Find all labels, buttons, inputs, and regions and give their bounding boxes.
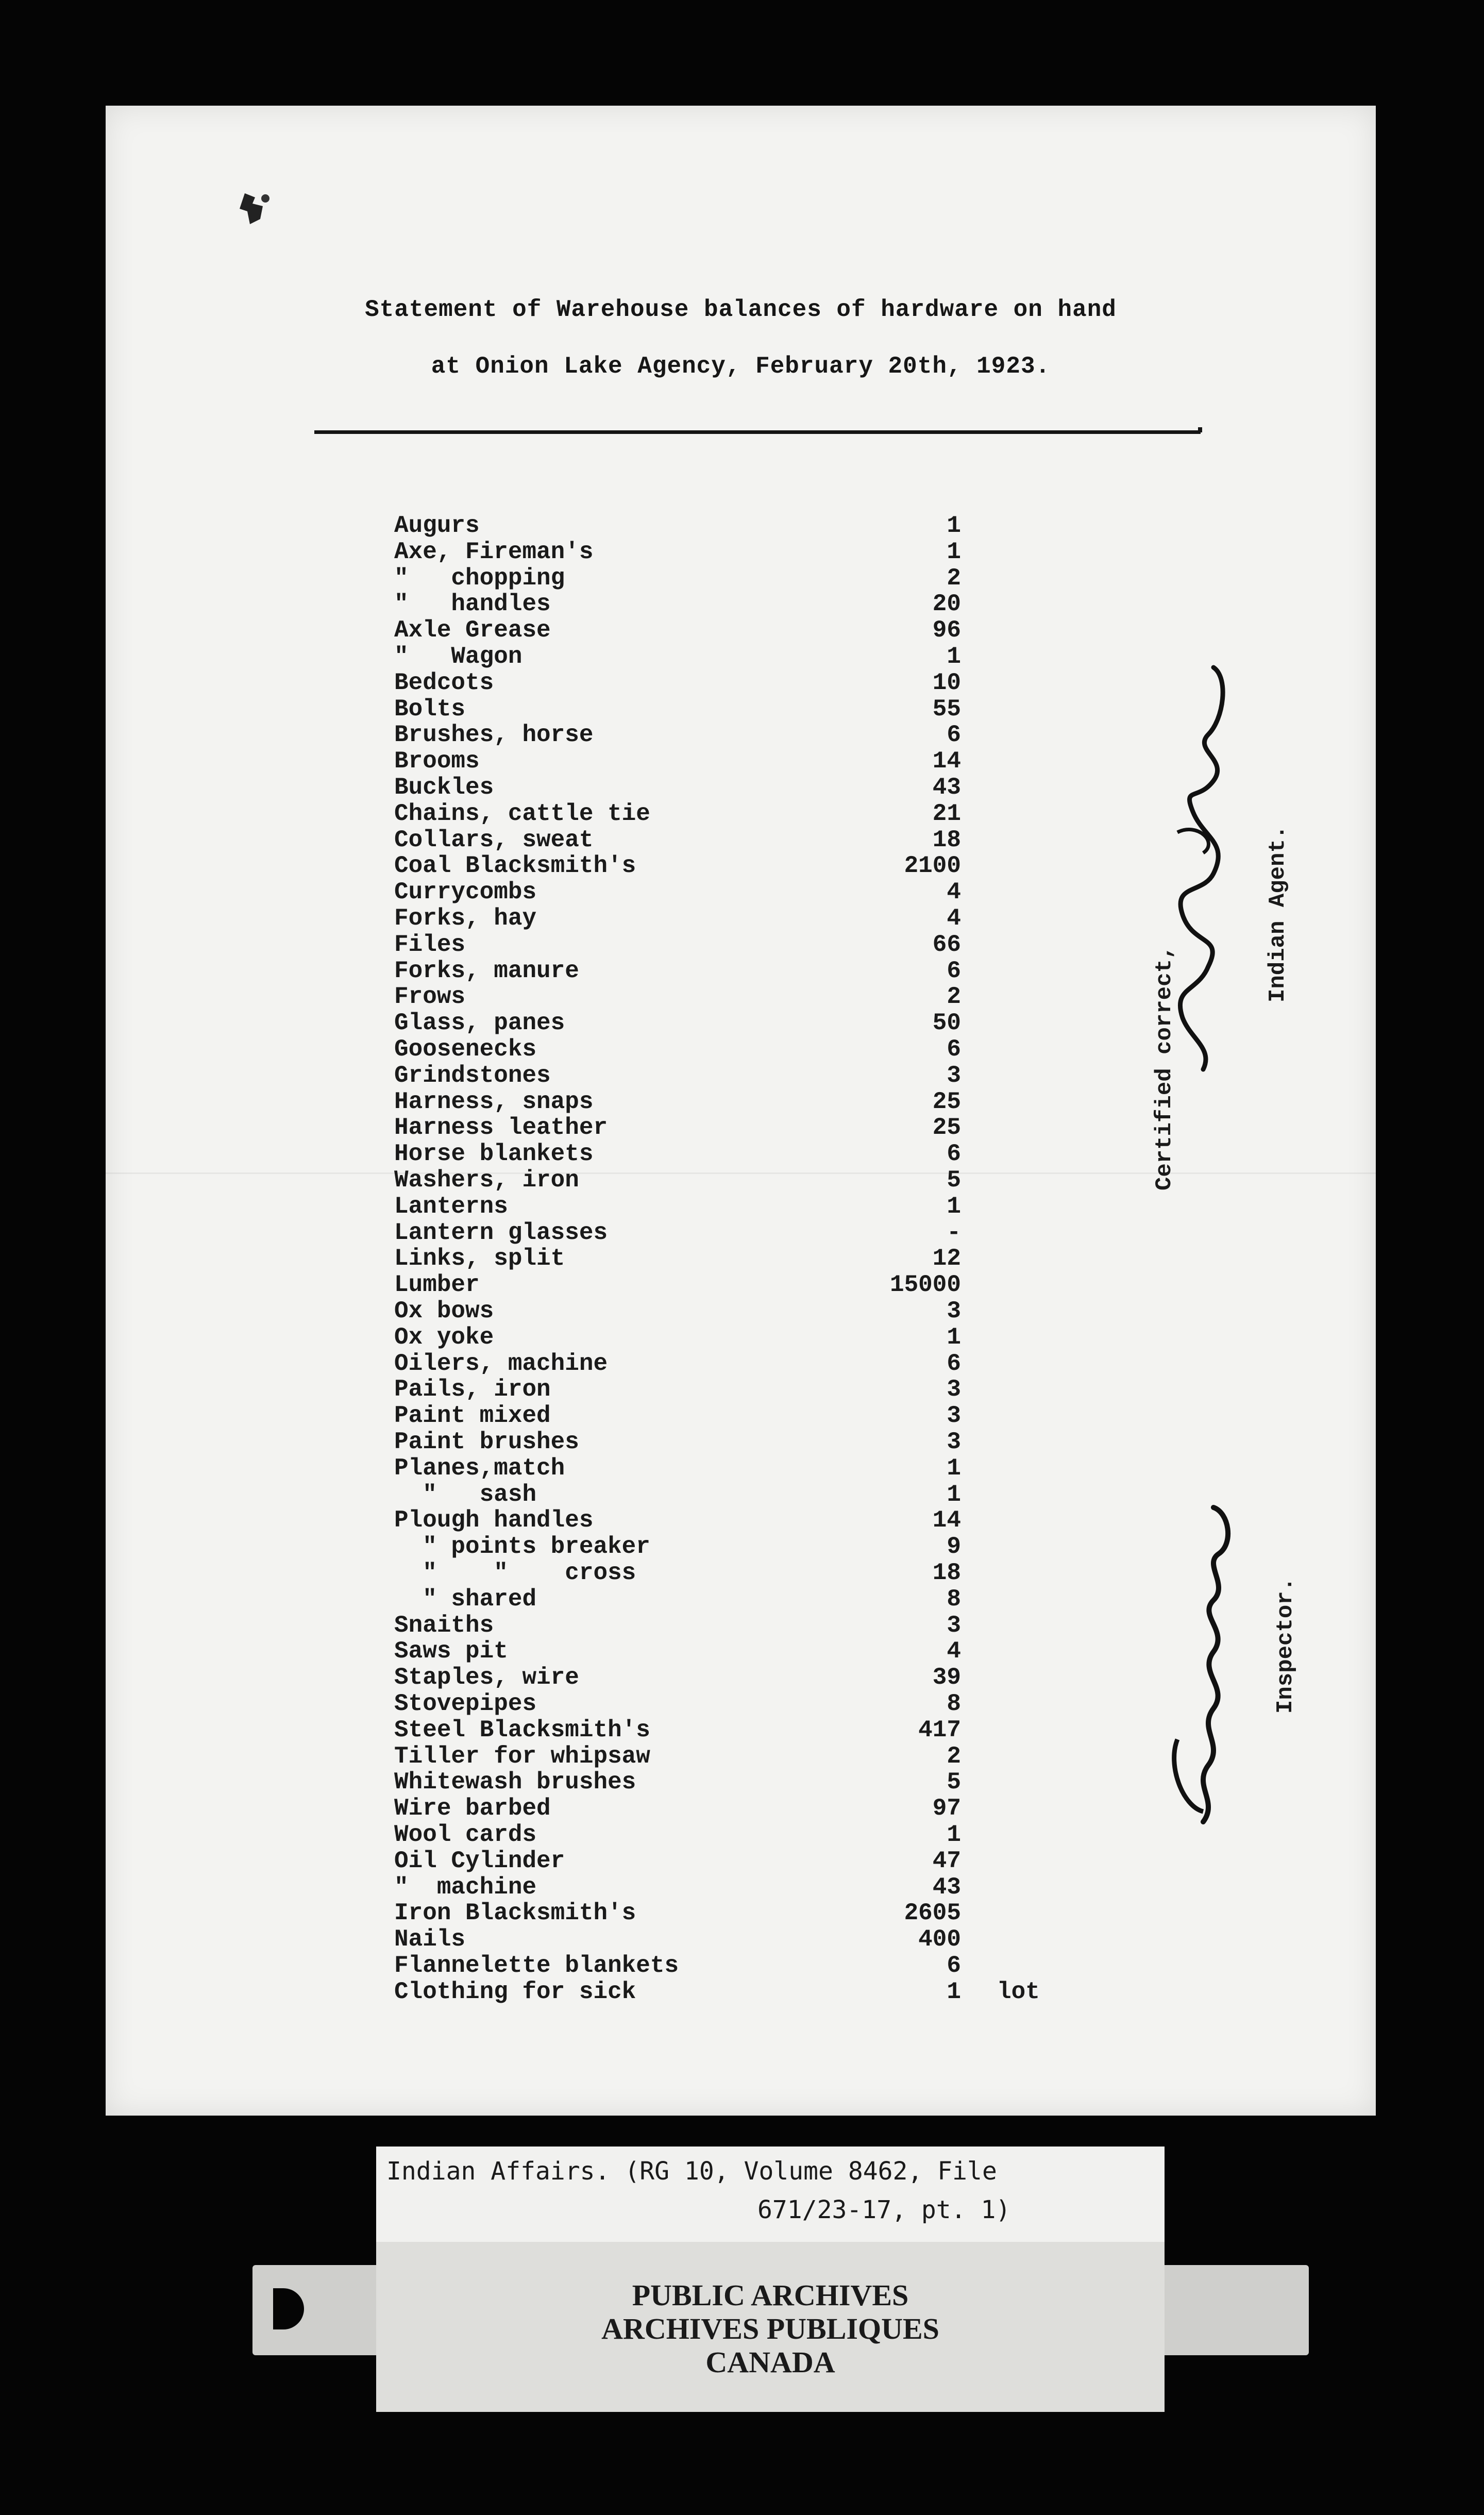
page-fold <box>106 1172 1376 1174</box>
item-quantity: 55 <box>932 695 961 723</box>
item-quantity: - <box>947 1219 961 1246</box>
item-name: " " cross <box>394 1560 636 1586</box>
item-quantity: 43 <box>932 774 961 801</box>
item-name: Ox bows <box>394 1298 494 1324</box>
item-quantity: 1 <box>947 512 961 539</box>
document-title-line2: at Onion Lake Agency, February 20th, 1923. <box>431 353 1051 380</box>
item-name: Oil Cylinder <box>394 1847 565 1874</box>
item-name: Steel Blacksmith's <box>394 1716 650 1743</box>
item-quantity: 20 <box>932 591 961 618</box>
archive-reference-label <box>376 2147 1165 2242</box>
item-name: Collars, sweat <box>394 826 594 853</box>
item-name: Chains, cattle tie <box>394 800 650 827</box>
item-quantity: 18 <box>932 826 961 853</box>
document-page <box>106 106 1376 2116</box>
item-name: Clothing for sick <box>394 1978 636 2005</box>
item-name: " handles <box>394 591 551 618</box>
item-quantity: 3 <box>947 1062 961 1089</box>
item-quantity: 3 <box>947 1402 961 1430</box>
item-name: Buckles <box>394 774 494 801</box>
item-quantity: 6 <box>947 1036 961 1063</box>
item-quantity: 5 <box>947 1167 961 1194</box>
archive-stamp-line2: ARCHIVES PUBLIQUES <box>601 2312 939 2345</box>
item-quantity: 12 <box>932 1245 961 1272</box>
item-quantity: 417 <box>918 1716 961 1743</box>
item-quantity: 6 <box>947 1350 961 1377</box>
item-quantity: 2 <box>947 1742 961 1770</box>
item-quantity: 3 <box>947 1612 961 1639</box>
item-quantity: 9 <box>947 1533 961 1561</box>
item-quantity: 21 <box>932 800 961 827</box>
item-name: Files <box>394 931 466 958</box>
item-quantity: 1 <box>947 538 961 565</box>
item-quantity: 1 <box>947 1481 961 1508</box>
item-quantity: 1 <box>947 643 961 670</box>
item-name: Glass, panes <box>394 1010 565 1037</box>
item-quantity: 400 <box>918 1926 961 1953</box>
item-quantity: 3 <box>947 1429 961 1455</box>
item-name: Coal Blacksmith's <box>394 852 636 880</box>
archive-stamp-line3: CANADA <box>705 2345 835 2379</box>
item-quantity: 3 <box>947 1298 961 1324</box>
item-quantity: 3 <box>947 1376 961 1403</box>
item-name: Flannelette blankets <box>394 1952 679 1979</box>
item-quantity: 6 <box>947 722 961 749</box>
item-name: Nails <box>394 1926 466 1953</box>
item-name: Wire barbed <box>394 1795 551 1822</box>
item-name: Bedcots <box>394 669 494 696</box>
item-quantity: 14 <box>932 748 961 775</box>
item-name: Wool cards <box>394 1821 537 1848</box>
item-quantity: 2 <box>947 564 961 592</box>
item-name: Tiller for whipsaw <box>394 1742 650 1770</box>
item-name: " Wagon <box>394 643 522 670</box>
item-name: Harness leather <box>394 1114 608 1142</box>
document-title-line1: Statement of Warehouse balances of hardware on hand <box>365 296 1117 323</box>
item-quantity: 1 <box>947 1323 961 1351</box>
item-quantity: 4 <box>947 1638 961 1665</box>
item-name: Lanterns <box>394 1193 508 1220</box>
item-name: " sash <box>394 1481 537 1508</box>
item-quantity: 8 <box>947 1690 961 1717</box>
title-underline <box>314 430 1201 434</box>
item-name: Brushes, horse <box>394 722 594 749</box>
archive-stamp-line1: PUBLIC ARCHIVES <box>632 2278 909 2312</box>
item-quantity: 66 <box>932 931 961 958</box>
item-name: Washers, iron <box>394 1167 579 1194</box>
item-quantity: 39 <box>932 1664 961 1691</box>
item-quantity: 2 <box>947 983 961 1011</box>
item-name: Axle Grease <box>394 617 551 644</box>
strip-notch <box>273 2288 304 2329</box>
item-quantity: 18 <box>932 1560 961 1586</box>
item-name: " points breaker <box>394 1533 650 1561</box>
item-quantity: 14 <box>932 1507 961 1534</box>
item-name: Brooms <box>394 748 480 775</box>
item-name: Planes,match <box>394 1454 565 1482</box>
item-name: Ox yoke <box>394 1323 494 1351</box>
item-name: Staples, wire <box>394 1664 579 1691</box>
item-name: Pails, iron <box>394 1376 551 1403</box>
item-quantity: 1 <box>947 1193 961 1220</box>
item-quantity: 4 <box>947 879 961 906</box>
item-quantity: 6 <box>947 957 961 984</box>
underline-end-mark <box>1198 427 1202 432</box>
ink-smudge <box>234 188 281 234</box>
item-name: Plough handles <box>394 1507 594 1534</box>
agent-title: Indian Agent. <box>1265 825 1291 1002</box>
item-quantity: 2100 <box>904 852 961 880</box>
agent-signature <box>1152 657 1244 1080</box>
item-name: Augurs <box>394 512 480 539</box>
item-quantity: 43 <box>932 1873 961 1901</box>
item-name: Frows <box>394 983 466 1011</box>
item-name: Paint brushes <box>394 1429 579 1455</box>
item-name: Saws pit <box>394 1638 508 1665</box>
item-name: Grindstones <box>394 1062 551 1089</box>
item-name: Whitewash brushes <box>394 1769 636 1796</box>
item-name: Iron Blacksmith's <box>394 1900 636 1927</box>
item-name: Currycombs <box>394 879 537 906</box>
item-quantity: 47 <box>932 1847 961 1874</box>
archive-reference-line2: 671/23-17, pt. 1) <box>757 2195 1011 2224</box>
item-name: Horse blankets <box>394 1141 594 1168</box>
item-quantity: 1 <box>947 1454 961 1482</box>
inspector-signature <box>1157 1497 1244 1832</box>
item-quantity: 97 <box>932 1795 961 1822</box>
archive-reference-line1: Indian Affairs. (RG 10, Volume 8462, File <box>386 2157 997 2186</box>
item-quantity: 6 <box>947 1952 961 1979</box>
item-quantity: 50 <box>932 1010 961 1037</box>
item-name: Stovepipes <box>394 1690 537 1717</box>
item-unit: lot <box>997 1978 1040 2005</box>
item-name: Goosenecks <box>394 1036 537 1063</box>
item-name: Paint mixed <box>394 1402 551 1430</box>
item-quantity: 5 <box>947 1769 961 1796</box>
item-quantity: 4 <box>947 905 961 932</box>
item-name: Axe, Fireman's <box>394 538 594 565</box>
item-name: Lantern glasses <box>394 1219 608 1246</box>
item-name: " shared <box>394 1585 537 1613</box>
item-quantity: 96 <box>932 617 961 644</box>
item-quantity: 25 <box>932 1114 961 1142</box>
item-quantity: 8 <box>947 1585 961 1613</box>
item-quantity: 1 <box>947 1821 961 1848</box>
certified-label: Certified correct, <box>1152 945 1177 1191</box>
item-name: Snaiths <box>394 1612 494 1639</box>
item-quantity: 1 <box>947 1978 961 2005</box>
inspector-title: Inspector. <box>1273 1577 1298 1714</box>
item-name: Lumber <box>394 1271 480 1299</box>
item-quantity: 2605 <box>904 1900 961 1927</box>
item-name: Links, split <box>394 1245 565 1272</box>
item-name: Forks, hay <box>394 905 537 932</box>
item-quantity: 6 <box>947 1141 961 1168</box>
item-name: Forks, manure <box>394 957 579 984</box>
item-name: " chopping <box>394 564 565 592</box>
item-name: " machine <box>394 1873 537 1901</box>
item-name: Oilers, machine <box>394 1350 608 1377</box>
item-name: Bolts <box>394 695 466 723</box>
item-quantity: 25 <box>932 1088 961 1115</box>
item-quantity: 10 <box>932 669 961 696</box>
item-name: Harness, snaps <box>394 1088 594 1115</box>
item-quantity: 15000 <box>889 1271 961 1299</box>
